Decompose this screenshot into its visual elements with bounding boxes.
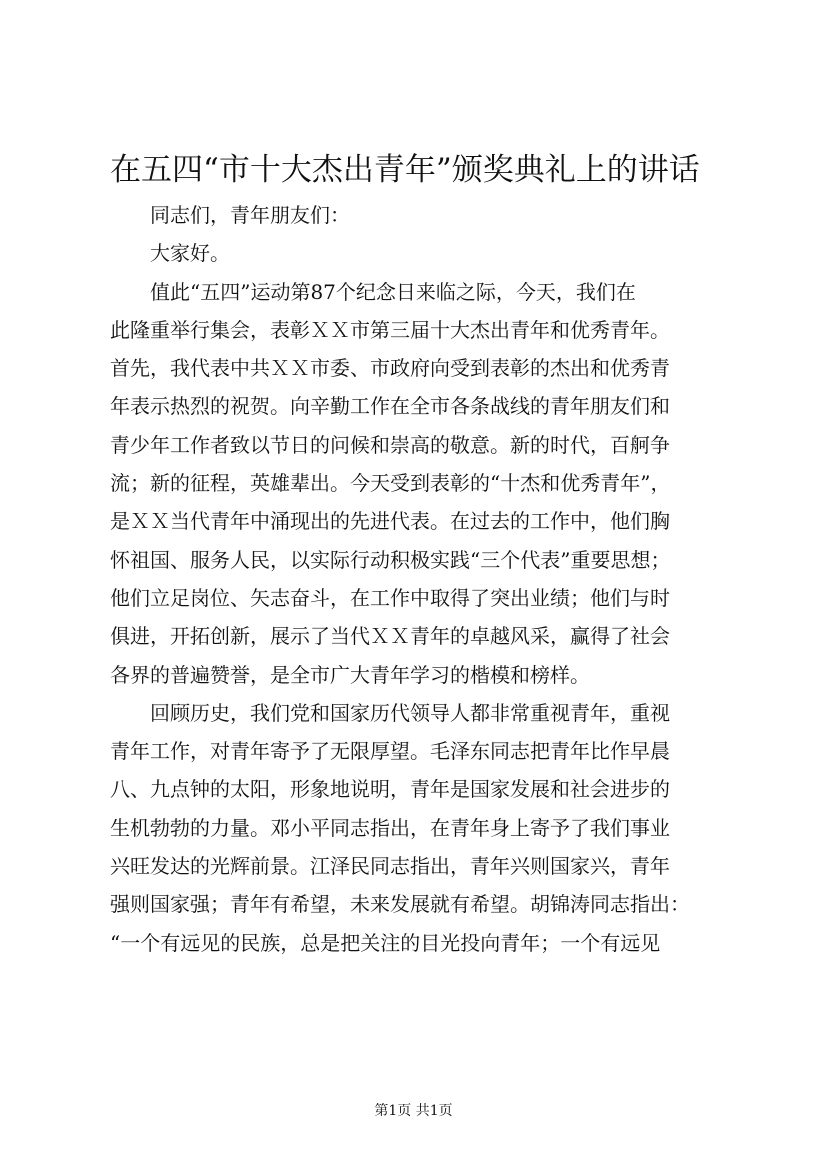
paragraph-line: 八、九点钟的太阳，形象地说明，青年是国家发展和社会进步的 (110, 777, 670, 802)
paragraph-line: 强则国家强；青年有希望，未来发展就有希望。胡锦涛同志指出： (110, 892, 690, 917)
paragraph-line: “一个有远见的民族，总是把关注的目光投向青年；一个有远见 (110, 930, 661, 955)
paragraph-line: 回顾历史，我们党和国家历代领导人都非常重视青年，重视 (150, 700, 670, 725)
paragraph-line: 此隆重举行集会，表彰ＸＸ市第三届十大杰出青年和优秀青年。 (110, 317, 670, 342)
paragraph-line: 是ＸＸ当代青年中涌现出的先进代表。在过去的工作中，他们胸 (110, 509, 670, 534)
paragraph-line: 怀祖国、服务人民，以实际行动积极实践“三个代表”重要思想； (110, 547, 671, 572)
page-number-footer: 第1页 共1页 (374, 1103, 453, 1119)
salutation-line: 同志们，青年朋友们： (150, 203, 350, 227)
paragraph-line: 青年工作，对青年寄予了无限厚望。毛泽东同志把青年比作早晨 (110, 739, 670, 764)
paragraph-line: 各界的普遍赞誉，是全市广大青年学习的楷模和榜样。 (110, 662, 590, 687)
document-title: 在五四“市十大杰出青年”颁奖典礼上的讲话 (110, 152, 700, 188)
paragraph-line: 兴旺发达的光辉前景。江泽民同志指出，青年兴则国家兴，青年 (110, 854, 670, 879)
paragraph-line: 流；新的征程，英雄辈出。今天受到表彰的“十杰和优秀青年”， (110, 471, 671, 496)
paragraph-line: 年表示热烈的祝贺。向辛勤工作在全市各条战线的青年朋友们和 (110, 394, 670, 419)
paragraph-line: 他们立足岗位、矢志奋斗，在工作中取得了突出业绩；他们与时 (110, 585, 670, 610)
document-body (110, 196, 735, 962)
paragraph-line: 生机勃勃的力量。邓小平同志指出，在青年身上寄予了我们事业 (110, 815, 670, 840)
paragraph-line: 值此“五四”运动第87个纪念日来临之际，今天，我们在 (150, 279, 636, 304)
paragraph-line: 青少年工作者致以节日的问候和崇高的敬意。新的时代，百舸争 (110, 432, 670, 457)
paragraph-line: 首先，我代表中共ＸＸ市委、市政府向受到表彰的杰出和优秀青 (110, 356, 670, 381)
paragraph-line: 俱进，开拓创新，展示了当代ＸＸ青年的卓越风采，赢得了社会 (110, 624, 670, 649)
greeting-line: 大家好。 (150, 241, 230, 266)
